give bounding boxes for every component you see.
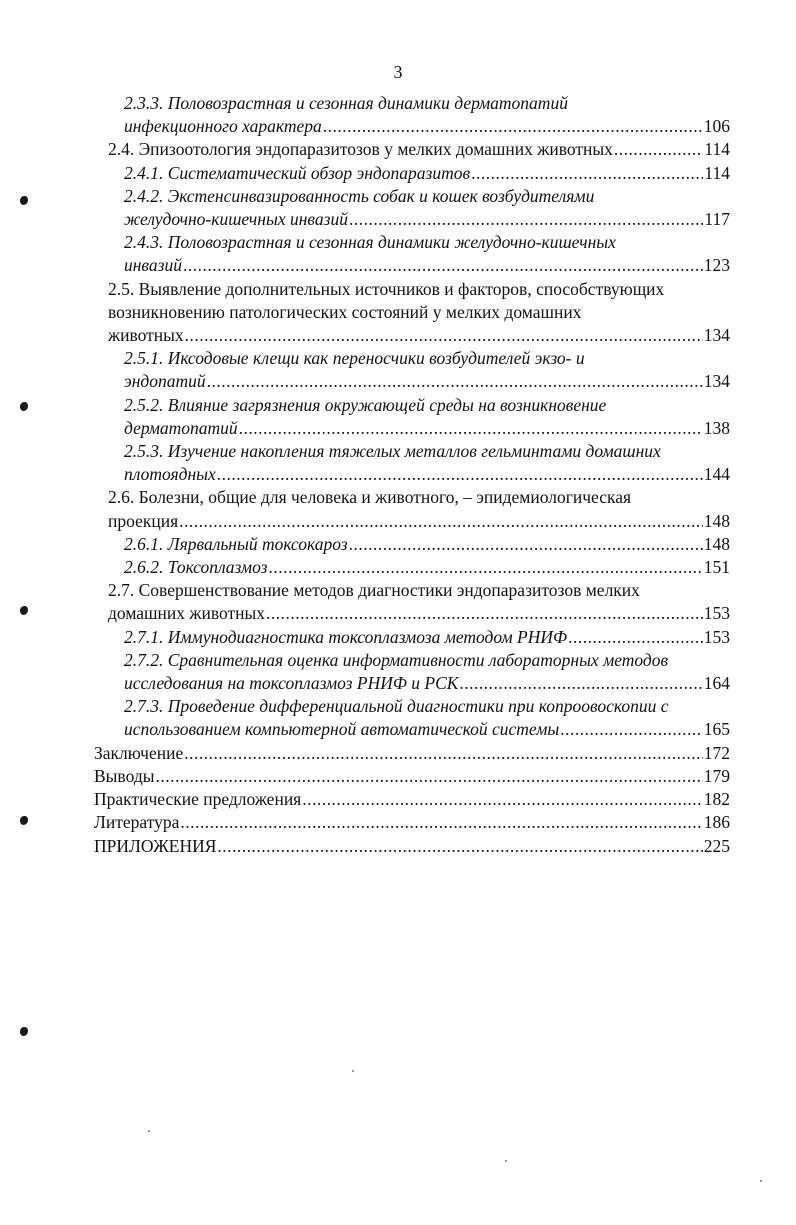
toc-entry: [0, 649, 796, 695]
dot-leader: [184, 742, 703, 765]
toc-entry-line: [124, 370, 730, 393]
toc-entry: [0, 533, 796, 556]
table-of-contents: [0, 92, 796, 858]
toc-entry: [0, 185, 796, 231]
dot-leader: [568, 626, 703, 649]
dot-leader: [268, 556, 702, 579]
toc-page-number: 138: [703, 417, 730, 438]
toc-entry-title: 2.4.1. Систематический обзор эндопаразитов: [124, 162, 471, 183]
toc-entry-line: [124, 208, 730, 231]
scan-speck: [148, 1130, 150, 1132]
toc-entry-title: инвазий: [124, 255, 182, 276]
toc-entry-line: [124, 463, 730, 486]
toc-entry-text-line: 2.6. Болезни, общие для человека и животного, – эпидемиологическая: [108, 487, 632, 508]
dot-leader: [560, 718, 702, 741]
dot-leader: [614, 138, 703, 161]
toc-entry-line: [94, 811, 730, 834]
dot-leader: [217, 835, 702, 858]
toc-entry-title: Выводы: [94, 765, 155, 786]
toc-page-number: 114: [704, 162, 730, 183]
dot-leader: [349, 208, 703, 231]
toc-entry-line: [124, 254, 730, 277]
toc-entry-title: 2.7.1. Иммунодиагностика токсоплазмоза методом РНИФ: [124, 626, 568, 647]
dot-leader: [349, 533, 703, 556]
toc-entry-text-line: 2.7.2. Сравнительная оценка информативности лабораторных методов: [124, 649, 669, 670]
toc-entry: [0, 811, 796, 834]
dot-leader: [217, 463, 703, 486]
page-number: 3: [393, 62, 403, 82]
toc-entry: [0, 579, 796, 625]
toc-entry-line: [108, 324, 730, 347]
toc-page-number: 186: [703, 812, 730, 833]
scan-speck: [760, 1180, 762, 1182]
toc-entry-title: исследования на токсоплазмоз РНИФ и РСК: [124, 673, 459, 694]
toc-page-number: 134: [703, 325, 730, 346]
toc-entry-line: [124, 417, 730, 440]
toc-page-number: 144: [703, 464, 730, 485]
toc-entry-title: 2.6.1. Лярвальный токсокароз: [124, 533, 348, 554]
scan-speck: [352, 1070, 354, 1072]
toc-entry: [0, 788, 796, 811]
toc-entry-text-line: 2.7. Совершенствование методов диагностики эндопаразитозов мелких: [108, 580, 640, 601]
dot-leader: [471, 162, 703, 185]
toc-entry: [0, 556, 796, 579]
toc-entry-title: 2.6.2. Токсоплазмоз: [124, 557, 268, 578]
toc-page-number: 151: [703, 557, 730, 578]
toc-page-number: 106: [703, 116, 730, 137]
toc-page-number: 148: [703, 510, 730, 531]
toc-entry-text-line: 2.5. Выявление дополнительных источников и факторов, способствующих: [108, 278, 665, 299]
toc-entry: [0, 835, 796, 858]
toc-entry-title: дерматопатий: [124, 417, 238, 438]
toc-entry: [0, 765, 796, 788]
toc-entry-title: Заключение: [94, 742, 184, 763]
toc-entry-line: [94, 835, 730, 858]
toc-page-number: 117: [704, 209, 730, 230]
toc-entry: [0, 92, 796, 138]
dot-leader: [180, 811, 702, 834]
toc-entry-line: [108, 510, 730, 533]
dot-leader: [185, 324, 703, 347]
toc-entry: [0, 695, 796, 741]
toc-entry-line: [108, 138, 730, 161]
toc-entry-title: Практические предложения: [94, 789, 302, 810]
toc-entry-text-line: 2.4.2. Экстенсинвазированность собак и кошек возбудителями: [124, 185, 595, 206]
toc-page-number: 164: [703, 673, 730, 694]
toc-entry-line: [108, 602, 730, 625]
toc-entry-line: [124, 626, 730, 649]
dot-leader: [183, 254, 703, 277]
toc-entry-text-line: 2.4.3. Половозрастная и сезонная динамики желудочно-кишечных: [124, 232, 616, 253]
dot-leader: [207, 370, 703, 393]
toc-entry-title: инфекционного характера: [124, 116, 322, 137]
toc-entry-text-line: 2.5.2. Влияние загрязнения окружающей среды на возникновение: [124, 394, 607, 415]
toc-entry: [0, 162, 796, 185]
toc-page-number: 114: [704, 139, 730, 160]
dot-leader: [266, 602, 703, 625]
dot-leader: [459, 672, 702, 695]
toc-page-number: 153: [703, 603, 730, 624]
toc-entry: [0, 440, 796, 486]
toc-entry: [0, 138, 796, 161]
toc-page-number: 182: [703, 789, 730, 810]
toc-page-number: 148: [703, 533, 730, 554]
toc-entry-text-line: 2.5.3. Изучение накопления тяжелых металлов гельминтами домашних: [124, 441, 661, 462]
toc-entry: [0, 347, 796, 393]
toc-entry: [0, 626, 796, 649]
toc-entry: [0, 486, 796, 532]
toc-entry: [0, 742, 796, 765]
toc-entry-line: [94, 788, 730, 811]
toc-entry-text-line: 2.5.1. Иксодовые клещи как переносчики возбудителей экзо- и: [124, 348, 585, 369]
toc-entry-line: [124, 162, 730, 185]
toc-entry-text-line: возникновению патологических состояний у мелких домашних: [108, 301, 582, 322]
toc-entry-title: желудочно-кишечных инвазий: [124, 209, 348, 230]
toc-entry-title: использованием компьютерной автоматической системы: [124, 719, 560, 740]
toc-entry-title: животных: [108, 325, 184, 346]
toc-entry-title: плотоядных: [124, 464, 216, 485]
toc-entry-line: [124, 533, 730, 556]
toc-page-number: 179: [703, 765, 730, 786]
punch-hole-mark: [20, 1027, 28, 1036]
toc-page-number: 134: [703, 371, 730, 392]
toc-entry-line: [124, 718, 730, 741]
toc-entry-title: ПРИЛОЖЕНИЯ: [94, 835, 217, 856]
toc-page-number: 123: [703, 255, 730, 276]
toc-page-number: 165: [703, 719, 730, 740]
toc-entry-line: [94, 742, 730, 765]
toc-entry-line: [94, 765, 730, 788]
toc-entry: [0, 278, 796, 348]
toc-entry-title: домашних животных: [108, 603, 266, 624]
toc-entry-title: проекция: [108, 510, 179, 531]
toc-entry-line: [124, 115, 730, 138]
dot-leader: [155, 765, 702, 788]
scan-speck: [505, 1160, 507, 1162]
toc-entry: [0, 394, 796, 440]
dot-leader: [239, 417, 703, 440]
dot-leader: [302, 788, 703, 811]
toc-entry-line: [124, 672, 730, 695]
toc-page-number: 153: [703, 626, 730, 647]
toc-page-number: 225: [703, 835, 730, 856]
toc-entry: [0, 231, 796, 277]
toc-entry-line: [124, 556, 730, 579]
toc-entry-title: 2.4. Эпизоотология эндопаразитозов у мелких домашних животных: [108, 139, 613, 160]
toc-page-number: 172: [703, 742, 730, 763]
toc-entry-text-line: 2.3.3. Половозрастная и сезонная динамики дерматопатий: [124, 93, 568, 113]
dot-leader: [179, 510, 703, 533]
dot-leader: [323, 115, 703, 138]
toc-entry-title: эндопатий: [124, 371, 206, 392]
toc-entry-text-line: 2.7.3. Проведение дифференциальной диагностики при копроовоскопии с: [124, 696, 669, 717]
toc-entry-title: Литература: [94, 812, 180, 833]
